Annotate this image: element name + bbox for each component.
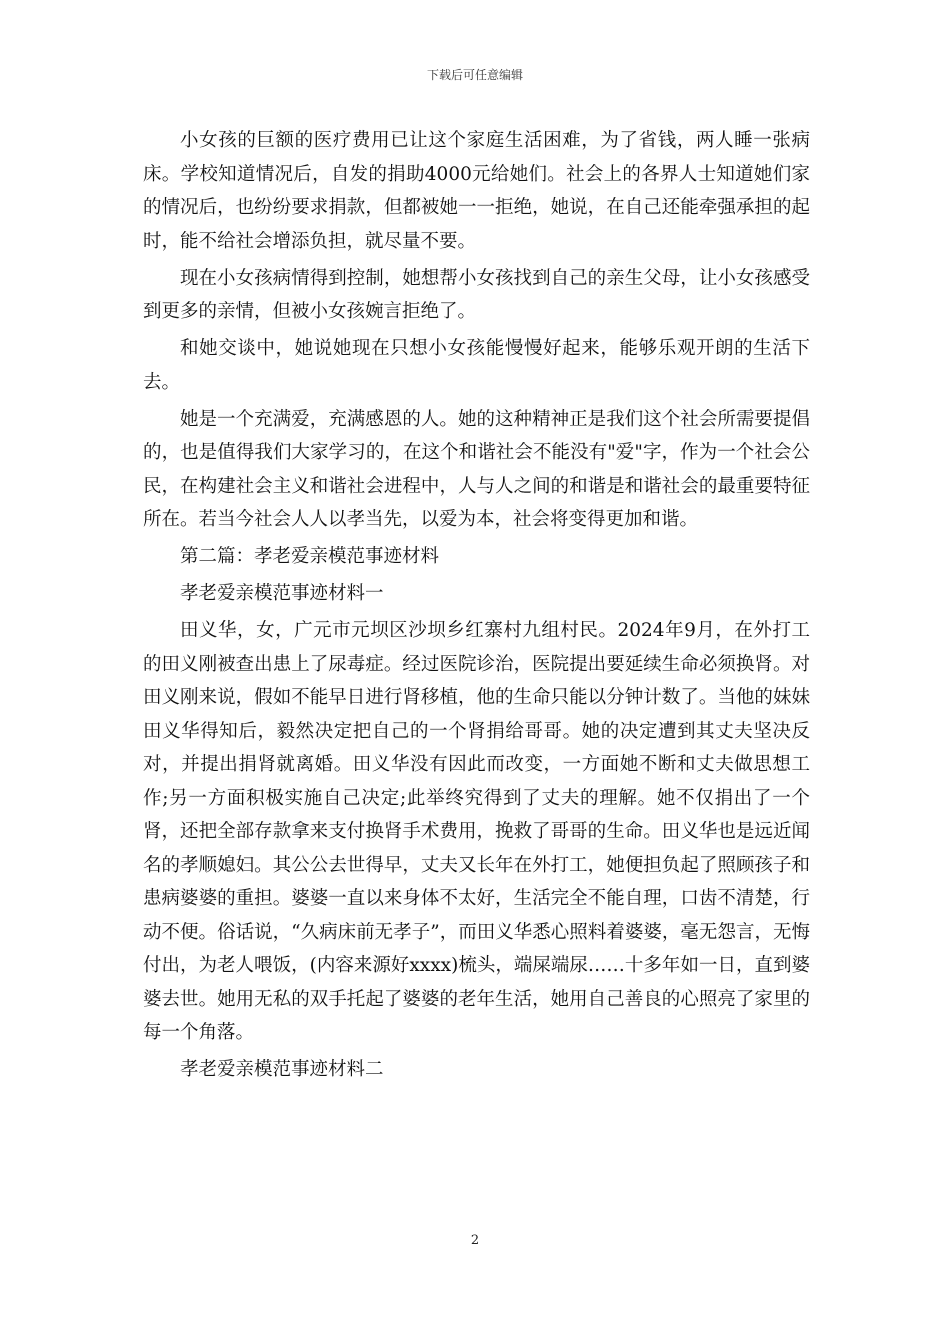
paragraph: 她是一个充满爱，充满感恩的人。她的这种精神正是我们这个社会所需要提倡的，也是值得我们大家学习的，在这个和谐社会不能没有"爱"字，作为一个社会公民，在构建社会主义和谐社会进程中，人与人之间的和谐是和谐社会的最重要特征所在。若当今社会人人以孝当先，以爱为本，社会将变得更加和谐。 — [143, 408, 810, 530]
page-header: 下载后可任意编辑 — [426, 68, 523, 82]
page-number: 2 — [470, 1233, 480, 1248]
document-body — [143, 124, 810, 1087]
section-heading: 第二篇：孝老爱亲模范事迹材料 — [180, 546, 440, 567]
paragraph: 小女孩的巨额的医疗费用已让这个家庭生活困难，为了省钱，两人睡一张病床。学校知道情况后，自发的捐助4000元给她们。社会上的各界人士知道她们家的情况后，也纷纷要求捐款，但都被她一一拒绝，她说，在自己还能牵强承担的起时，能不给社会增添负担，就尽量不要。 — [143, 130, 810, 252]
paragraph: 田义华，女，广元市元坝区沙坝乡红寨村九组村民。2024年9月，在外打工的田义刚被查出患上了尿毒症。经过医院诊治，医院提出要延续生命必须换肾。对田义刚来说，假如不能早日进行肾移植，他的生命只能以分钟计数了。当他的妹妹田义华得知后，毅然决定把自己的一个肾捐给哥哥。她的决定遭到其丈夫坚决反对，并提出捐肾就离婚。田义华没有因此而改变，一方面她不断和丈夫做思想工作;另一方面积极实施自己决定;此举终究得到了丈夫的理解。她不仅捐出了一个肾，还把全部存款拿来支付换肾手术费用，挽救了哥哥的生命。田义华也是远近闻名的孝顺媳妇。其公公去世得早，丈夫又长年在外打工，她便担负起了照顾孩子和患病婆婆的重担。婆婆一直以来身体不太好，生活完全不能自理，口齿不清楚，行动不便。俗话说，“久病床前无孝子”，而田义华悉心照料着婆婆，毫无怨言，无悔付出，为老人喂饭，(内容来源好xxxx)梳头，端屎端尿……十多年如一日，直到婆婆去世。她用无私的双手托起了婆婆的老年生活，她用自己善良的心照亮了家里的每一个角落。 — [143, 620, 810, 1043]
paragraph: 现在小女孩病情得到控制，她想帮小女孩找到自己的亲生父母，让小女孩感受到更多的亲情，但被小女孩婉言拒绝了。 — [143, 267, 810, 322]
subsection-heading: 孝老爱亲模范事迹材料二 — [180, 1059, 384, 1080]
paragraph: 和她交谈中，她说她现在只想小女孩能慢慢好起来，能够乐观开朗的生活下去。 — [143, 338, 810, 393]
subsection-heading: 孝老爱亲模范事迹材料一 — [180, 583, 384, 604]
